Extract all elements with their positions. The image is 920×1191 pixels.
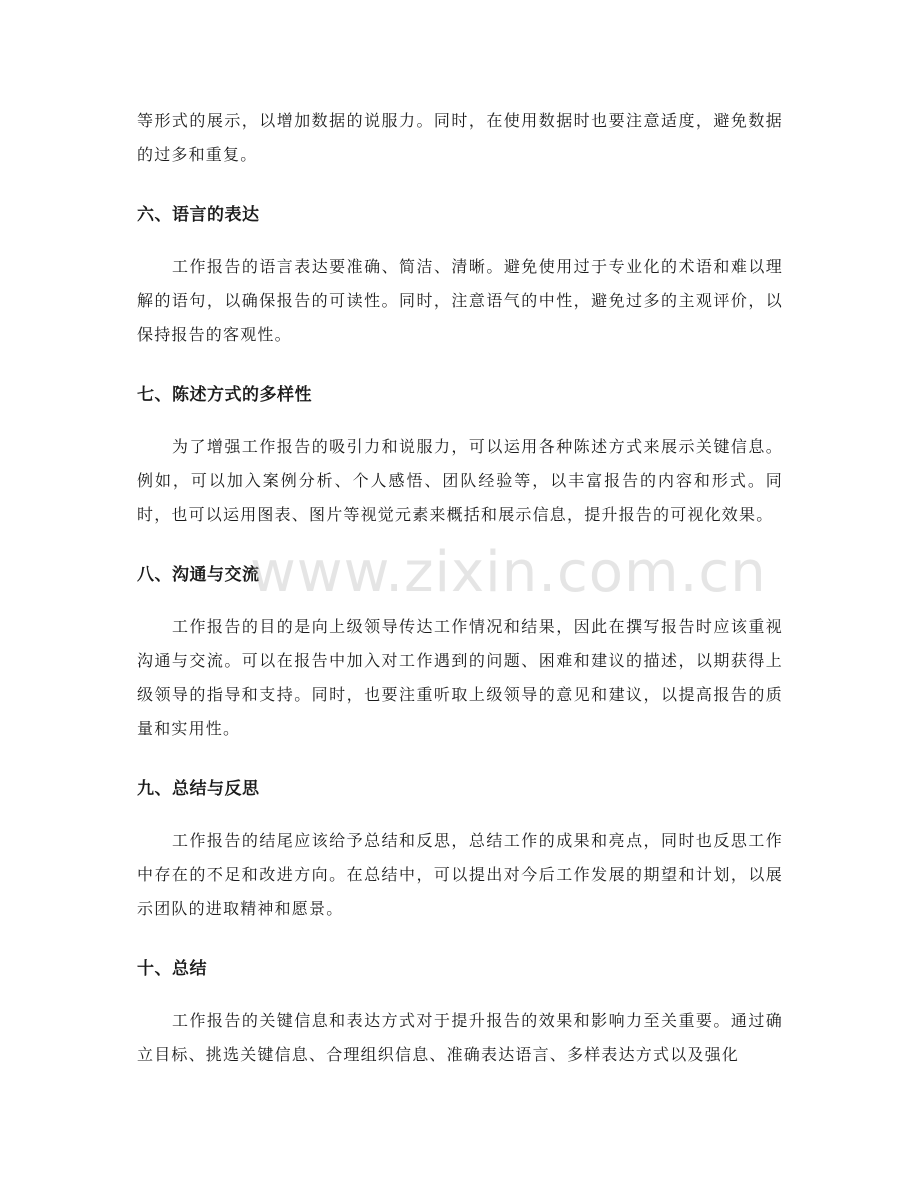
section-heading-6: 六、语言的表达	[137, 205, 260, 225]
section-heading-8: 八、沟通与交流	[137, 565, 260, 585]
intro-paragraph: 等形式的展示，以增加数据的说服力。同时，在使用数据时也要注意适度，避免数据的过多和重复。	[137, 111, 783, 164]
section-heading-7: 七、陈述方式的多样性	[137, 385, 312, 405]
section-body-8: 工作报告的目的是向上级领导传达工作情况和结果，因此在撰写报告时应该重视沟通与交流。可以在报告中加入对工作遇到的问题、困难和建议的描述，以期获得上级领导的指导和支持。同时，也要注重听取上级领导的意见和建议，以提高报告的质量和实用性。	[137, 617, 783, 738]
section-body-9: 工作报告的结尾应该给予总结和反思，总结工作的成果和亮点，同时也反思工作中存在的不足和改进方向。在总结中，可以提出对今后工作发展的期望和计划，以展示团队的进取精神和愿景。	[137, 831, 783, 918]
section-body-7: 为了增强工作报告的吸引力和说服力，可以运用各种陈述方式来展示关键信息。例如，可以加入案例分析、个人感悟、团队经验等，以丰富报告的内容和形式。同时，也可以运用图表、图片等视觉元素来概括和展示信息，提升报告的可视化效果。	[137, 437, 783, 524]
section-body-6: 工作报告的语言表达要准确、简洁、清晰。避免使用过于专业化的术语和难以理解的语句，以确保报告的可读性。同时，注意语气的中性，避免过多的主观评价，以保持报告的客观性。	[137, 257, 783, 344]
section-heading-9: 九、总结与反思	[137, 779, 260, 799]
watermark: www.zixin.com.cn	[250, 540, 767, 605]
section-body-10: 工作报告的关键信息和表达方式对于提升报告的效果和影响力至关重要。通过确立目标、挑选关键信息、合理组织信息、准确表达语言、多样表达方式以及强化	[137, 1011, 783, 1064]
section-heading-10: 十、总结	[137, 959, 207, 979]
document-page	[137, 104, 783, 1072]
